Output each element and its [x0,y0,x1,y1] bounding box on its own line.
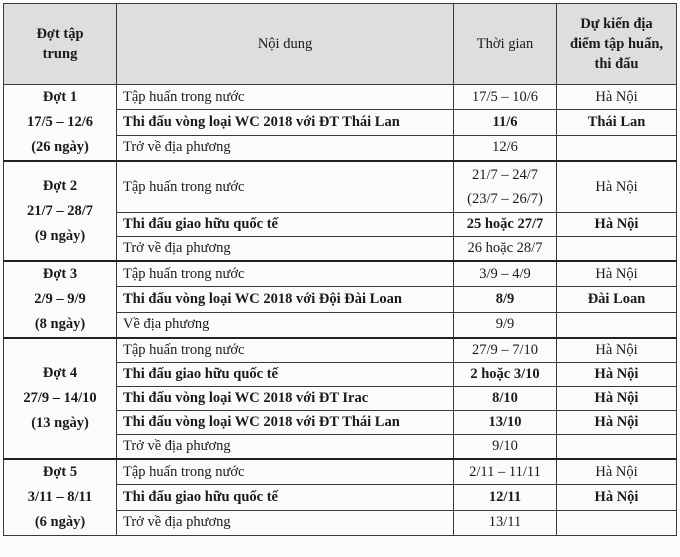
content-cell: Thi đấu vòng loại WC 2018 với ĐT Irac [117,387,454,411]
content-cell: Thi đấu vòng loại WC 2018 với ĐT Thái Lan [117,110,454,135]
phase-cell [4,161,117,261]
time-cell: 11/6 [454,110,557,135]
content-cell: Tập huấn trong nước [117,161,454,213]
time-cell: 27/9 – 7/10 [454,338,557,363]
phase-label-line: (8 ngày) [34,316,86,332]
time-cell: 25 hoặc 27/7 [454,213,557,237]
header-row [4,4,677,85]
time-cell: 13/10 [454,411,557,435]
content-cell: Thi đấu giao hữu quốc tế [117,363,454,387]
table-row [4,85,677,110]
place-cell: Hà Nội [557,363,677,387]
place-cell: Hà Nội [557,213,677,237]
table-row [4,459,677,485]
time-cell: 3/9 – 4/9 [454,261,557,287]
place-cell: Hà Nội [557,387,677,411]
time-cell: 26 hoặc 28/7 [454,237,557,262]
time-cell: 2 hoặc 3/10 [454,363,557,387]
phase-cell [4,85,117,162]
phase-cell [4,338,117,459]
phase-label-line: Đợt 5 [42,464,78,480]
phase-label-line: Đợt 2 [42,177,78,194]
header-phase: Đợt tập trung [4,4,117,85]
phase-label-line: Đợt 1 [42,89,78,105]
phase-label-line: Đợt 3 [42,266,78,282]
phase-cell [4,459,117,536]
table-row [4,161,677,213]
place-cell: Hà Nội [557,338,677,363]
content-cell: Thi đấu giao hữu quốc tế [117,213,454,237]
time-cell: 17/5 – 10/6 [454,85,557,110]
time-cell: 8/10 [454,387,557,411]
time-cell: 2/11 – 11/11 [454,459,557,485]
phase-label-line: 27/9 – 14/10 [23,390,97,406]
phase-cell [4,261,117,338]
phase-label-line: (13 ngày) [31,415,89,431]
time-cell: 8/9 [454,287,557,312]
table-row [4,338,677,363]
time-cell: 12/11 [454,485,557,510]
content-cell: Tập huấn trong nước [117,459,454,485]
content-cell: Trở về địa phương [117,510,454,535]
phase-label-line: 3/11 – 8/11 [27,489,93,505]
content-cell: Thi đấu giao hữu quốc tế [117,485,454,510]
content-cell: Thi đấu vòng loại WC 2018 với ĐT Thái Lan [117,411,454,435]
content-cell: Tập huấn trong nước [117,338,454,363]
phase-label-line: Đợt 4 [42,365,78,381]
header-place: Dự kiến địa điểm tập huấn, thi đấu [557,4,677,85]
place-cell [557,435,677,460]
time-line: (23/7 – 26/7) [467,191,543,207]
header-content: Nội dung [117,4,454,85]
phase-label-line: 21/7 – 28/7 [26,202,94,219]
place-cell: Thái Lan [557,110,677,135]
content-cell: Trở về địa phương [117,135,454,161]
content-cell: Tập huấn trong nước [117,85,454,110]
phase-label-line: (9 ngày) [34,227,86,244]
place-cell: Hà Nội [557,261,677,287]
table-row [4,261,677,287]
place-cell: Hà Nội [557,459,677,485]
content-cell: Trở về địa phương [117,435,454,460]
place-cell [557,135,677,161]
content-cell: Thi đấu vòng loại WC 2018 với Đội Đài Loan [117,287,454,312]
place-cell [557,510,677,535]
schedule-body [4,85,677,536]
content-cell: Trở về địa phương [117,237,454,262]
time-cell: 9/10 [454,435,557,460]
time-cell: 12/6 [454,135,557,161]
place-cell [557,237,677,262]
place-cell: Hà Nội [557,161,677,213]
phase-label-line: (26 ngày) [31,139,89,155]
place-cell: Hà Nội [557,411,677,435]
phase-label-line: (6 ngày) [34,514,86,530]
phase-label-line: 2/9 – 9/9 [34,291,86,307]
header-time: Thời gian [454,4,557,85]
time-cell: 9/9 [454,312,557,338]
place-cell [557,312,677,338]
time-cell: 13/11 [454,510,557,535]
time-cell [454,161,557,213]
schedule-table [3,3,677,536]
content-cell: Tập huấn trong nước [117,261,454,287]
place-cell: Đài Loan [557,287,677,312]
place-cell: Hà Nội [557,85,677,110]
phase-label-line: 17/5 – 12/6 [26,114,94,130]
place-cell: Hà Nội [557,485,677,510]
content-cell: Về địa phương [117,312,454,338]
time-line: 21/7 – 24/7 [471,167,539,183]
